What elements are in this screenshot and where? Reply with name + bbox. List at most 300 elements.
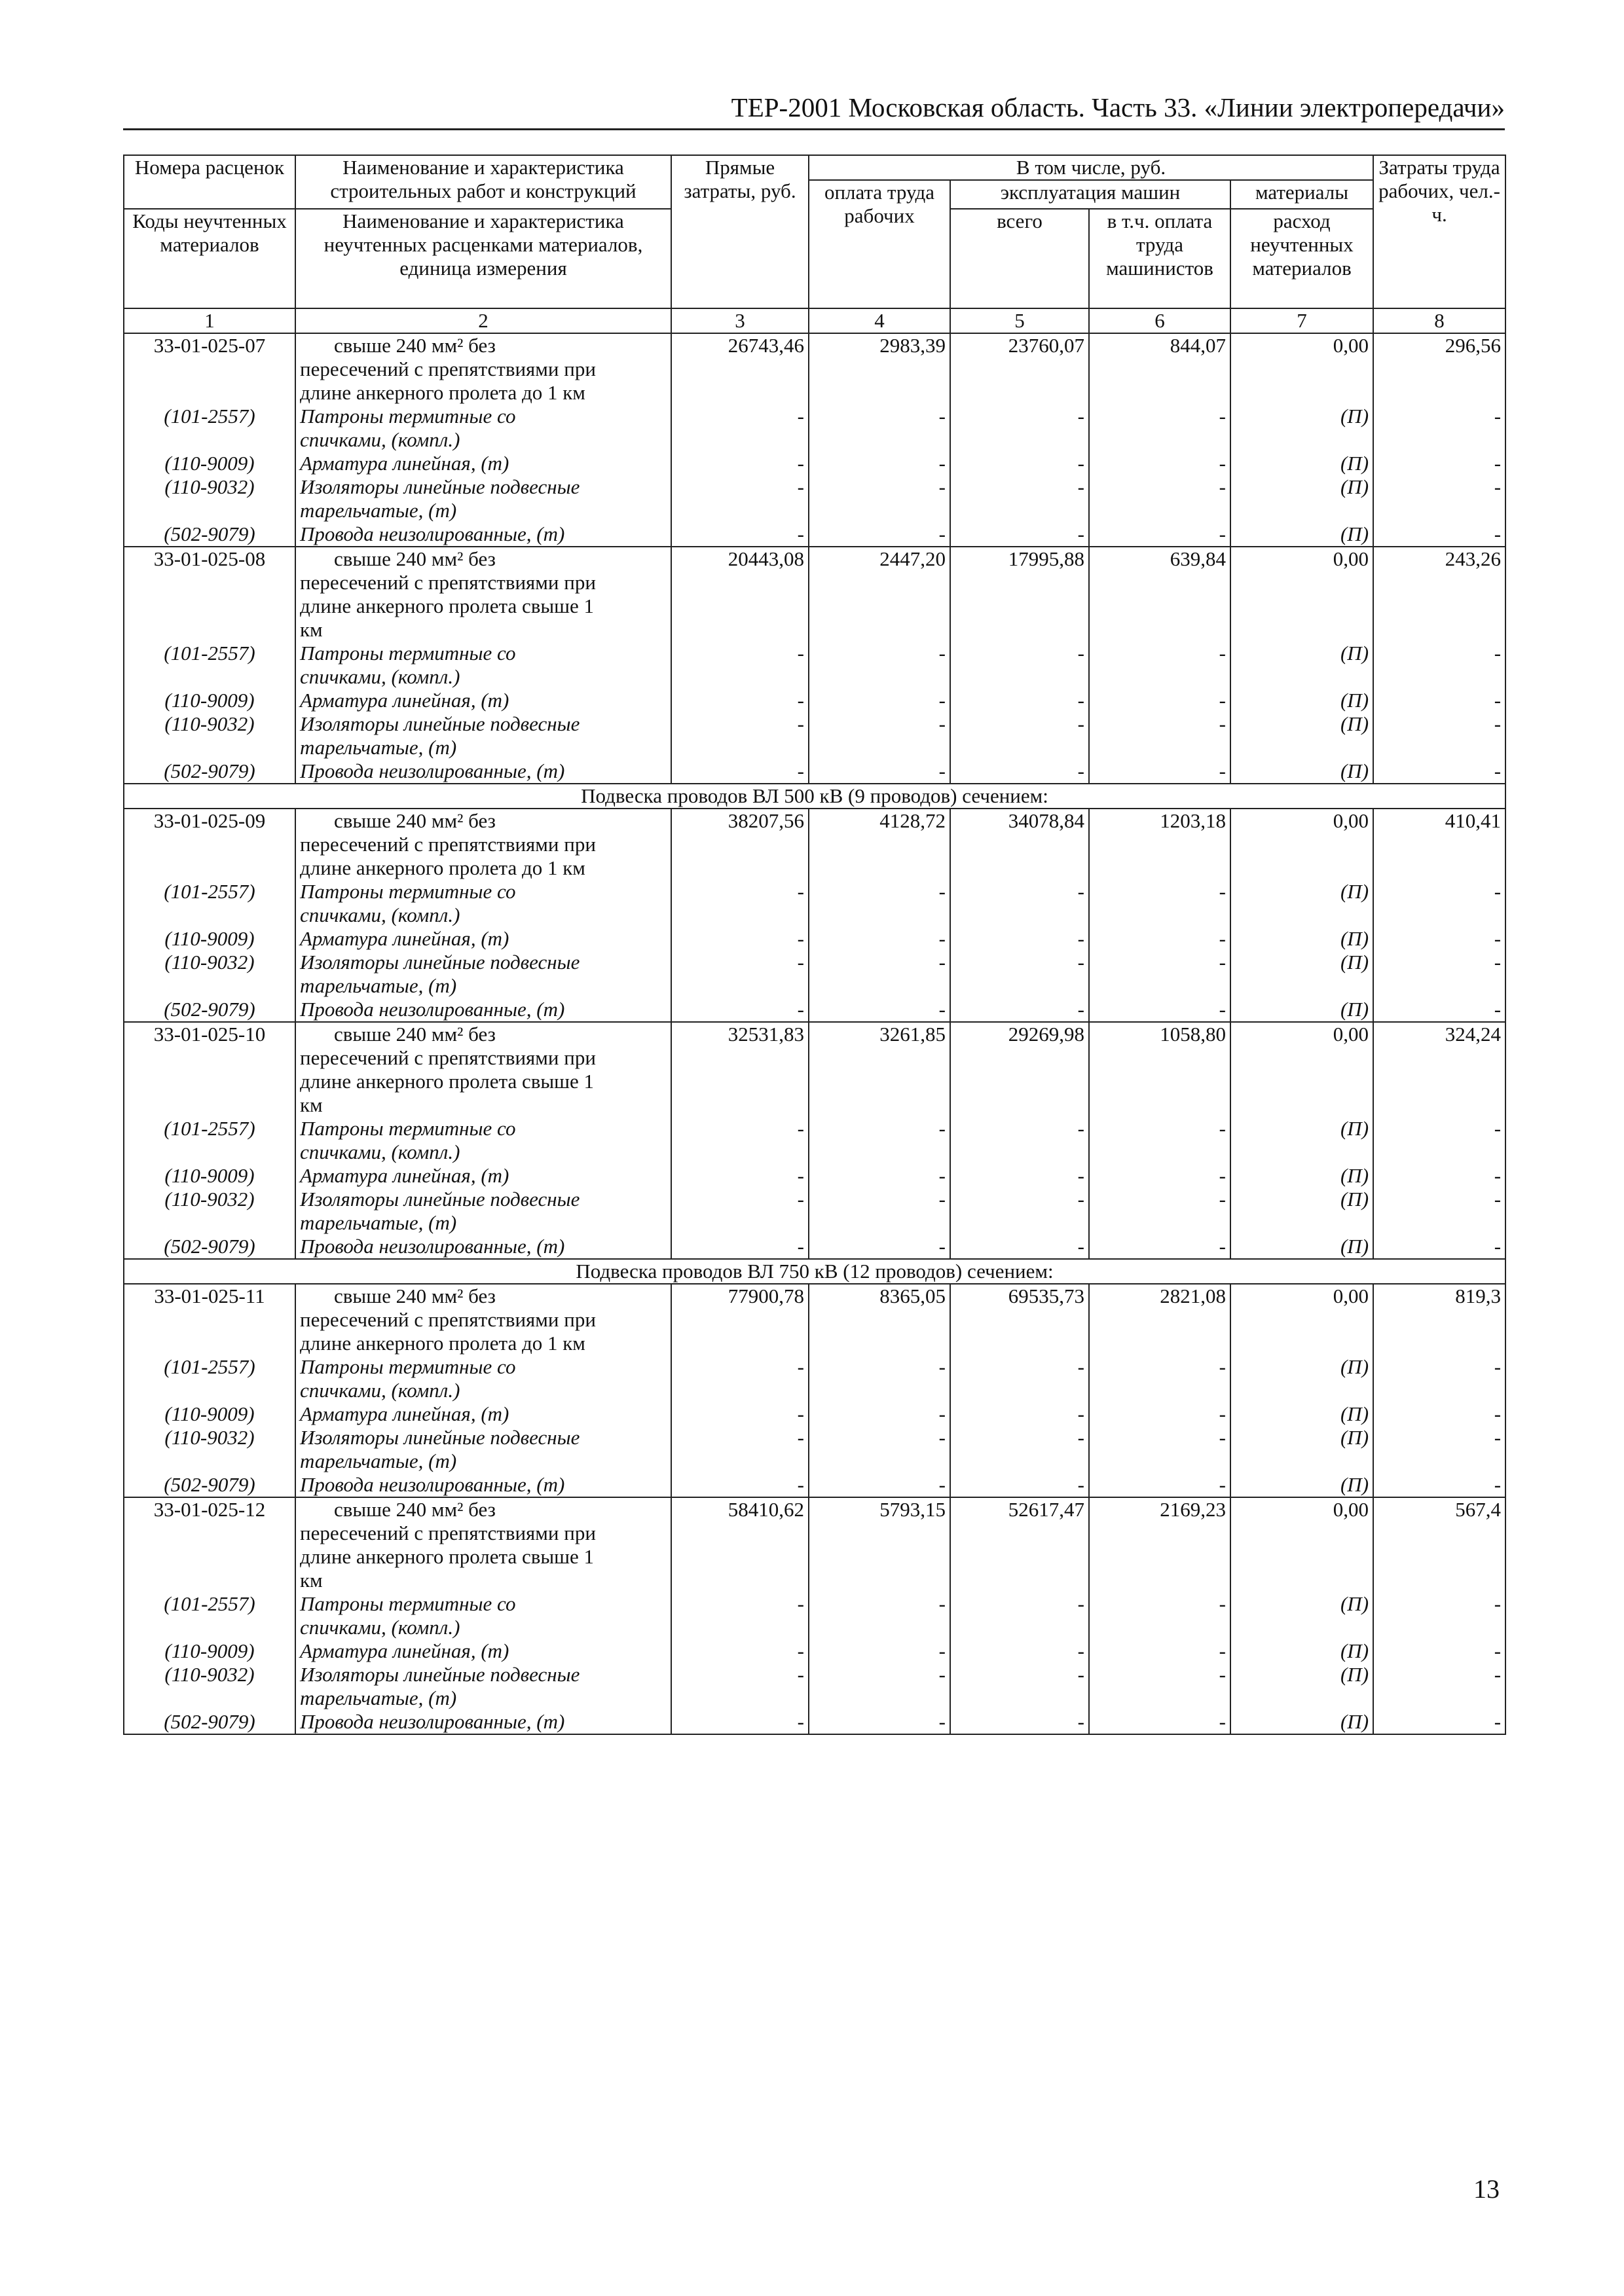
material-dash: - xyxy=(1089,1188,1230,1235)
material-name xyxy=(295,880,671,927)
material-mark: (П) xyxy=(1230,1663,1373,1710)
material-name-line: тарельчатые, (т) xyxy=(300,1211,457,1234)
material-row xyxy=(124,1355,1505,1402)
rate-name xyxy=(295,333,671,405)
material-code: (502-9079) xyxy=(124,1235,295,1259)
rate-value: 0,00 xyxy=(1230,1022,1373,1117)
material-dash: - xyxy=(809,880,950,927)
material-dash: - xyxy=(671,405,809,452)
material-dash: - xyxy=(671,1117,809,1164)
material-dash: - xyxy=(1089,1402,1230,1426)
material-dash: - xyxy=(1089,642,1230,689)
material-dash: - xyxy=(1089,1592,1230,1639)
material-name xyxy=(295,452,671,475)
material-name-line: Арматура линейная, (т) xyxy=(300,689,509,712)
material-dash: - xyxy=(1373,1235,1505,1259)
material-name xyxy=(295,1639,671,1663)
material-dash: - xyxy=(1089,951,1230,998)
rate-value: 410,41 xyxy=(1373,809,1505,880)
rate-name-line: км xyxy=(300,618,323,641)
material-row xyxy=(124,1663,1505,1710)
material-name-line: Патроны термитные со xyxy=(300,1355,516,1378)
material-dash: - xyxy=(671,1592,809,1639)
material-dash: - xyxy=(671,1639,809,1663)
material-dash: - xyxy=(809,475,950,522)
material-row xyxy=(124,998,1505,1022)
material-dash: - xyxy=(1373,712,1505,759)
material-code: (110-9009) xyxy=(124,1164,295,1188)
material-dash: - xyxy=(950,475,1089,522)
rate-code: 33-01-025-10 xyxy=(124,1022,295,1117)
material-name-line: Арматура линейная, (т) xyxy=(300,1639,509,1662)
material-dash: - xyxy=(1373,1710,1505,1734)
material-name-line: тарельчатые, (т) xyxy=(300,1686,457,1709)
material-dash: - xyxy=(950,759,1089,784)
material-dash: - xyxy=(950,405,1089,452)
material-mark: (П) xyxy=(1230,642,1373,689)
col3-heading: Прямые затраты, руб. xyxy=(671,155,809,308)
material-dash: - xyxy=(950,1402,1089,1426)
material-row xyxy=(124,452,1505,475)
material-name-line: Изоляторы линейные подвесные xyxy=(300,1188,580,1211)
material-name xyxy=(295,1592,671,1639)
material-dash: - xyxy=(950,1592,1089,1639)
material-name xyxy=(295,712,671,759)
rate-value: 26743,46 xyxy=(671,333,809,405)
rate-value: 5793,15 xyxy=(809,1497,950,1592)
material-dash: - xyxy=(809,1426,950,1473)
material-dash: - xyxy=(671,642,809,689)
material-row xyxy=(124,1592,1505,1639)
incl-heading: В том числе, руб. xyxy=(809,155,1373,180)
rate-value: 2983,39 xyxy=(809,333,950,405)
material-dash: - xyxy=(950,1188,1089,1235)
material-dash: - xyxy=(1373,642,1505,689)
machines-heading: эксплуатация машин xyxy=(950,180,1230,209)
material-code: (101-2557) xyxy=(124,405,295,452)
material-dash: - xyxy=(1089,1355,1230,1402)
rate-value: 52617,47 xyxy=(950,1497,1089,1592)
material-name xyxy=(295,1117,671,1164)
material-dash: - xyxy=(809,998,950,1022)
material-dash: - xyxy=(671,998,809,1022)
rate-name-line: длине анкерного пролета свыше 1 xyxy=(300,1545,595,1568)
rate-name xyxy=(295,809,671,880)
col-number: 6 xyxy=(1089,308,1230,333)
rate-row xyxy=(124,1022,1505,1117)
material-dash: - xyxy=(671,951,809,998)
material-dash: - xyxy=(950,452,1089,475)
material-name-line: Провода неизолированные, (т) xyxy=(300,759,565,782)
page-header: ТЕР-2001 Московская область. Часть 33. «Линии электропередачи» xyxy=(123,92,1505,130)
material-name xyxy=(295,927,671,951)
rate-value: 38207,56 xyxy=(671,809,809,880)
material-mark: (П) xyxy=(1230,1235,1373,1259)
rate-value: 0,00 xyxy=(1230,809,1373,880)
material-row xyxy=(124,1188,1505,1235)
material-name-line: спичками, (компл.) xyxy=(300,428,460,451)
rate-value: 69535,73 xyxy=(950,1284,1089,1355)
material-dash: - xyxy=(671,1402,809,1426)
material-row xyxy=(124,927,1505,951)
rate-name-line: км xyxy=(300,1093,323,1116)
material-code: (110-9009) xyxy=(124,1402,295,1426)
material-name-line: Провода неизолированные, (т) xyxy=(300,1235,565,1258)
material-dash: - xyxy=(1089,522,1230,547)
material-dash: - xyxy=(1089,1235,1230,1259)
material-dash: - xyxy=(809,927,950,951)
material-dash: - xyxy=(950,1663,1089,1710)
material-row xyxy=(124,522,1505,547)
rate-name-line: длине анкерного пролета до 1 км xyxy=(300,1332,585,1355)
rate-value: 2821,08 xyxy=(1089,1284,1230,1355)
rate-value: 17995,88 xyxy=(950,547,1089,642)
material-dash: - xyxy=(809,1592,950,1639)
col7-heading: расход неучтенных материалов xyxy=(1230,209,1373,308)
material-dash: - xyxy=(1373,927,1505,951)
material-mark: (П) xyxy=(1230,1710,1373,1734)
material-dash: - xyxy=(809,642,950,689)
material-name xyxy=(295,522,671,547)
material-dash: - xyxy=(1373,475,1505,522)
material-mark: (П) xyxy=(1230,1355,1373,1402)
material-dash: - xyxy=(1373,1402,1505,1426)
material-dash: - xyxy=(809,405,950,452)
material-name-line: спичками, (компл.) xyxy=(300,1379,460,1402)
material-code: (110-9032) xyxy=(124,712,295,759)
material-name-line: Патроны термитные со xyxy=(300,405,516,428)
rate-code: 33-01-025-07 xyxy=(124,333,295,405)
material-code: (502-9079) xyxy=(124,1710,295,1734)
rate-name xyxy=(295,1284,671,1355)
material-name-line: Арматура линейная, (т) xyxy=(300,452,509,475)
rate-code: 33-01-025-09 xyxy=(124,809,295,880)
material-mark: (П) xyxy=(1230,1188,1373,1235)
rate-row xyxy=(124,547,1505,642)
material-mark: (П) xyxy=(1230,1402,1373,1426)
col8-heading: Затраты труда рабочих, чел.-ч. xyxy=(1373,155,1505,308)
material-dash: - xyxy=(1089,1663,1230,1710)
material-dash: - xyxy=(1373,951,1505,998)
material-dash: - xyxy=(950,1355,1089,1402)
material-name xyxy=(295,1710,671,1734)
material-name-line: Арматура линейная, (т) xyxy=(300,1164,509,1187)
rate-name-line: пересечений с препятствиями при xyxy=(300,1522,596,1544)
material-row xyxy=(124,689,1505,712)
rate-value: 77900,78 xyxy=(671,1284,809,1355)
material-dash: - xyxy=(809,1117,950,1164)
rate-value: 639,84 xyxy=(1089,547,1230,642)
material-mark: (П) xyxy=(1230,927,1373,951)
material-name-line: Арматура линейная, (т) xyxy=(300,927,509,950)
material-code: (110-9009) xyxy=(124,1639,295,1663)
material-dash: - xyxy=(1089,475,1230,522)
material-dash: - xyxy=(809,522,950,547)
material-code: (110-9009) xyxy=(124,927,295,951)
material-dash: - xyxy=(1089,1117,1230,1164)
rate-value: 844,07 xyxy=(1089,333,1230,405)
material-dash: - xyxy=(1373,1639,1505,1663)
material-dash: - xyxy=(1373,1164,1505,1188)
material-name-line: Провода неизолированные, (т) xyxy=(300,1710,565,1733)
material-dash: - xyxy=(950,689,1089,712)
material-dash: - xyxy=(1089,405,1230,452)
material-name-line: Изоляторы линейные подвесные xyxy=(300,712,580,735)
material-dash: - xyxy=(671,1235,809,1259)
rate-value: 819,3 xyxy=(1373,1284,1505,1355)
material-dash: - xyxy=(1089,759,1230,784)
material-code: (110-9032) xyxy=(124,1188,295,1235)
rate-value: 4128,72 xyxy=(809,809,950,880)
rate-row xyxy=(124,1284,1505,1355)
material-name xyxy=(295,1426,671,1473)
material-name-line: спичками, (компл.) xyxy=(300,903,460,926)
material-dash: - xyxy=(671,452,809,475)
material-dash: - xyxy=(1089,1164,1230,1188)
material-dash: - xyxy=(1373,689,1505,712)
material-dash: - xyxy=(1089,452,1230,475)
material-dash: - xyxy=(1089,880,1230,927)
rate-name-line: свыше 240 мм² без xyxy=(334,1023,496,1046)
material-row xyxy=(124,951,1505,998)
col-number: 1 xyxy=(124,308,295,333)
material-dash: - xyxy=(809,759,950,784)
col4-heading: оплата труда рабочих xyxy=(809,180,950,308)
material-name-line: спичками, (компл.) xyxy=(300,1140,460,1163)
material-mark: (П) xyxy=(1230,475,1373,522)
material-dash: - xyxy=(671,1710,809,1734)
material-row xyxy=(124,759,1505,784)
material-dash: - xyxy=(950,1710,1089,1734)
material-code: (110-9032) xyxy=(124,475,295,522)
material-row xyxy=(124,712,1505,759)
material-name xyxy=(295,1402,671,1426)
material-dash: - xyxy=(671,1473,809,1497)
material-mark: (П) xyxy=(1230,759,1373,784)
col-number: 8 xyxy=(1373,308,1505,333)
material-dash: - xyxy=(1089,998,1230,1022)
rate-value: 34078,84 xyxy=(950,809,1089,880)
material-name-line: Изоляторы линейные подвесные xyxy=(300,951,580,974)
material-row xyxy=(124,475,1505,522)
material-name xyxy=(295,405,671,452)
material-dash: - xyxy=(1089,712,1230,759)
col1-top-heading: Номера расценок xyxy=(124,155,295,209)
material-name xyxy=(295,1355,671,1402)
material-dash: - xyxy=(950,880,1089,927)
rate-name-line: свыше 240 мм² без xyxy=(334,1498,496,1521)
material-dash: - xyxy=(950,712,1089,759)
rate-name-line: свыше 240 мм² без xyxy=(334,547,496,570)
rate-name-line: пересечений с препятствиями при xyxy=(300,357,596,380)
material-name-line: Патроны термитные со xyxy=(300,1592,516,1615)
material-dash: - xyxy=(809,1164,950,1188)
material-code: (502-9079) xyxy=(124,759,295,784)
rate-name-line: пересечений с препятствиями при xyxy=(300,833,596,856)
material-name xyxy=(295,951,671,998)
rate-value: 58410,62 xyxy=(671,1497,809,1592)
material-code: (110-9009) xyxy=(124,689,295,712)
table-row xyxy=(124,784,1505,809)
rate-value: 296,56 xyxy=(1373,333,1505,405)
material-name xyxy=(295,475,671,522)
rate-name xyxy=(295,547,671,642)
rate-name-line: длине анкерного пролета до 1 км xyxy=(300,856,585,879)
material-dash: - xyxy=(950,1117,1089,1164)
material-name-line: Провода неизолированные, (т) xyxy=(300,998,565,1021)
rate-code: 33-01-025-11 xyxy=(124,1284,295,1355)
rate-name-line: км xyxy=(300,1569,323,1592)
material-row xyxy=(124,1402,1505,1426)
material-code: (101-2557) xyxy=(124,880,295,927)
material-dash: - xyxy=(950,998,1089,1022)
rate-value: 1058,80 xyxy=(1089,1022,1230,1117)
rate-name-line: пересечений с препятствиями при xyxy=(300,1046,596,1069)
material-dash: - xyxy=(1089,689,1230,712)
col2-bottom-heading: Наименование и характеристика неучтенных расценками материалов, единица измерения xyxy=(295,209,671,308)
material-row xyxy=(124,1710,1505,1734)
material-dash: - xyxy=(950,642,1089,689)
material-dash: - xyxy=(1089,927,1230,951)
material-dash: - xyxy=(671,880,809,927)
material-dash: - xyxy=(671,689,809,712)
material-name xyxy=(295,998,671,1022)
material-mark: (П) xyxy=(1230,1592,1373,1639)
material-name-line: Провода неизолированные, (т) xyxy=(300,1473,565,1496)
material-name xyxy=(295,1663,671,1710)
material-dash: - xyxy=(1373,452,1505,475)
material-name-line: тарельчатые, (т) xyxy=(300,736,457,759)
material-code: (502-9079) xyxy=(124,998,295,1022)
material-dash: - xyxy=(950,1473,1089,1497)
material-code: (110-9009) xyxy=(124,452,295,475)
material-dash: - xyxy=(671,522,809,547)
rate-value: 0,00 xyxy=(1230,333,1373,405)
material-mark: (П) xyxy=(1230,1473,1373,1497)
material-dash: - xyxy=(950,927,1089,951)
material-name-line: Изоляторы линейные подвесные xyxy=(300,1663,580,1686)
material-dash: - xyxy=(950,1235,1089,1259)
material-dash: - xyxy=(671,1663,809,1710)
material-dash: - xyxy=(1089,1710,1230,1734)
rate-value: 20443,08 xyxy=(671,547,809,642)
material-name-line: Патроны термитные со xyxy=(300,880,516,903)
col-number: 2 xyxy=(295,308,671,333)
material-dash: - xyxy=(809,1710,950,1734)
rate-name-line: пересечений с препятствиями при xyxy=(300,1308,596,1331)
material-name-line: Изоляторы линейные подвесные xyxy=(300,1426,580,1449)
material-dash: - xyxy=(950,1426,1089,1473)
rate-name xyxy=(295,1022,671,1117)
rate-row xyxy=(124,1497,1505,1592)
material-dash: - xyxy=(1373,1663,1505,1710)
col6-heading: в т.ч. оплата труда машинистов xyxy=(1089,209,1230,308)
rate-value: 243,26 xyxy=(1373,547,1505,642)
rate-name-line: свыше 240 мм² без xyxy=(334,334,496,357)
material-dash: - xyxy=(950,951,1089,998)
rate-value: 2447,20 xyxy=(809,547,950,642)
material-mark: (П) xyxy=(1230,1117,1373,1164)
rate-value: 1203,18 xyxy=(1089,809,1230,880)
material-dash: - xyxy=(1373,880,1505,927)
material-name-line: спичками, (компл.) xyxy=(300,1616,460,1639)
material-dash: - xyxy=(1089,1426,1230,1473)
rate-value: 32531,83 xyxy=(671,1022,809,1117)
material-mark: (П) xyxy=(1230,452,1373,475)
material-code: (101-2557) xyxy=(124,1355,295,1402)
material-code: (110-9032) xyxy=(124,1426,295,1473)
material-code: (101-2557) xyxy=(124,1117,295,1164)
rate-value: 2169,23 xyxy=(1089,1497,1230,1592)
rate-row xyxy=(124,333,1505,405)
material-name xyxy=(295,1164,671,1188)
material-code: (110-9032) xyxy=(124,951,295,998)
material-dash: - xyxy=(671,927,809,951)
material-dash: - xyxy=(1089,1473,1230,1497)
material-mark: (П) xyxy=(1230,1426,1373,1473)
material-dash: - xyxy=(950,1164,1089,1188)
rate-value: 3261,85 xyxy=(809,1022,950,1117)
rate-name-line: свыше 240 мм² без xyxy=(334,809,496,832)
material-name-line: Патроны термитные со xyxy=(300,642,516,665)
material-dash: - xyxy=(809,1473,950,1497)
material-mark: (П) xyxy=(1230,1639,1373,1663)
material-dash: - xyxy=(1089,1639,1230,1663)
materials-heading: материалы xyxy=(1230,180,1373,209)
material-dash: - xyxy=(1373,1426,1505,1473)
material-dash: - xyxy=(1373,1117,1505,1164)
material-row xyxy=(124,880,1505,927)
material-dash: - xyxy=(809,1235,950,1259)
material-dash: - xyxy=(809,452,950,475)
rate-value: 0,00 xyxy=(1230,1284,1373,1355)
material-dash: - xyxy=(809,1188,950,1235)
rate-name-line: длине анкерного пролета до 1 км xyxy=(300,381,585,404)
material-dash: - xyxy=(1373,759,1505,784)
material-dash: - xyxy=(1373,1355,1505,1402)
material-dash: - xyxy=(671,1355,809,1402)
material-dash: - xyxy=(671,475,809,522)
material-dash: - xyxy=(809,712,950,759)
col2-top-heading: Наименование и характеристика строительных работ и конструкций xyxy=(295,155,671,209)
material-name-line: спичками, (компл.) xyxy=(300,665,460,688)
material-row xyxy=(124,1235,1505,1259)
page-number: 13 xyxy=(1473,2174,1500,2204)
rate-value: 8365,05 xyxy=(809,1284,950,1355)
material-mark: (П) xyxy=(1230,522,1373,547)
rate-name-line: длине анкерного пролета свыше 1 xyxy=(300,1070,595,1093)
material-dash: - xyxy=(809,1663,950,1710)
rate-value: 0,00 xyxy=(1230,547,1373,642)
material-row xyxy=(124,1164,1505,1188)
material-dash: - xyxy=(809,1402,950,1426)
material-dash: - xyxy=(671,759,809,784)
col-number: 4 xyxy=(809,308,950,333)
col1-bottom-heading: Коды неучтенных материалов xyxy=(124,209,295,308)
price-table xyxy=(123,155,1506,1735)
material-name-line: Провода неизолированные, (т) xyxy=(300,522,565,545)
rate-value: 567,4 xyxy=(1373,1497,1505,1592)
col5-heading: всего xyxy=(950,209,1089,308)
material-name-line: Изоляторы линейные подвесные xyxy=(300,475,580,498)
material-name-line: Патроны термитные со xyxy=(300,1117,516,1140)
material-dash: - xyxy=(1373,1473,1505,1497)
material-dash: - xyxy=(1373,522,1505,547)
section-title: Подвеска проводов ВЛ 750 кВ (12 проводов) сечением: xyxy=(124,1259,1505,1284)
material-code: (110-9032) xyxy=(124,1663,295,1710)
material-mark: (П) xyxy=(1230,1164,1373,1188)
rate-name-line: длине анкерного пролета свыше 1 xyxy=(300,594,595,617)
